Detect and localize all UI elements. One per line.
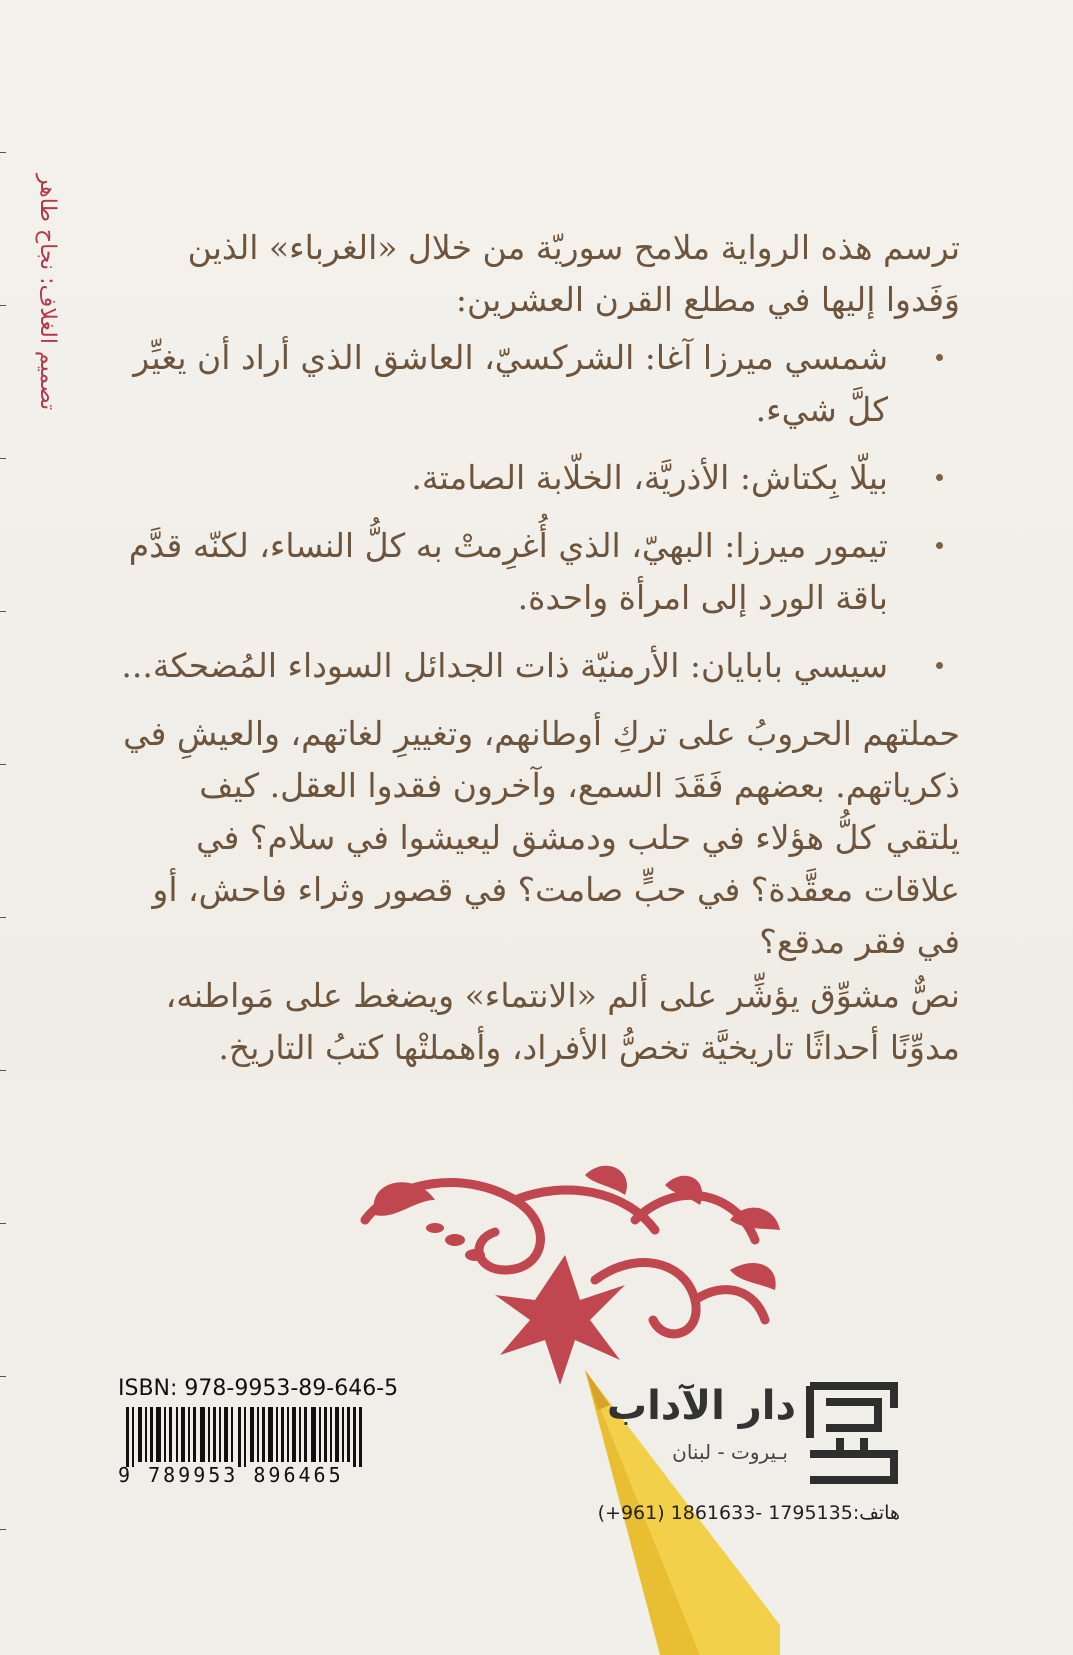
character-item: شمسي ميرزا آغا: الشركسيّ، العاشق الذي أراد أن يغيِّر كلَّ شيء. xyxy=(120,332,888,436)
cover-designer-credit: تصميم الغلاف: نجاح طاهر xyxy=(35,173,60,410)
barcode xyxy=(126,1407,362,1467)
blurb-paragraph: حملتهم الحروبُ على تركِ أوطانهم، وتغييرِ لغاتهم، والعيشِ في ذكرياتهم. بعضهم فَقَدَ السمع، وآخرون فقدوا العقل. كيف يلتقي كلُّ هؤلاء في حلب ودمشق ليعيشوا في سلام؟ في علاقات معقَّدة؟ في حبٍّ صامت؟ في قصور وثراء فاحش، أو في فقر مدقع؟ xyxy=(123,714,960,961)
floral-ornament xyxy=(335,1160,795,1390)
character-item: سيسي بابايان: الأرمنيّة ذات الجدائل السوداء المُضحكة... xyxy=(120,640,888,692)
character-list xyxy=(120,332,960,692)
blurb-text xyxy=(120,222,960,1074)
blurb-paragraph: نصٌّ مشوِّق يؤشِّر على ألم «الانتماء» ويضغط على مَواطنه، مدوِّنًا أحداثًا تاريخيَّة تخصُّ الأفراد، وأهملتْها كتبُ التاريخ. xyxy=(165,976,960,1067)
isbn-label: ISBN: 978-9953-89-646-5 xyxy=(118,1376,399,1401)
barcode-digits: 9 789953 896465 xyxy=(118,1463,344,1487)
trim-marks xyxy=(0,0,6,1655)
character-item: تيمور ميرزا: البهيّ، الذي أُغرِمتْ به كلُّ النساء، لكنّه قدَّم باقة الورد إلى امرأة واحدة. xyxy=(120,520,888,624)
blurb-intro: ترسم هذه الرواية ملامح سوريّة من خلال «الغرباء» الذين وَفَدوا إليها في مطلع القرن العشرين: xyxy=(187,228,960,319)
publisher-logo-icon xyxy=(800,1378,904,1488)
publisher-city: بـيروت - لبنان xyxy=(672,1440,788,1464)
publisher-name: دار الآداب xyxy=(606,1383,796,1429)
publisher-phone: هاتف:1795135 -1861633 (961+) xyxy=(597,1502,900,1524)
character-item: بيلّا بِكتاش: الأذريَّة، الخلّابة الصامتة. xyxy=(120,452,888,504)
